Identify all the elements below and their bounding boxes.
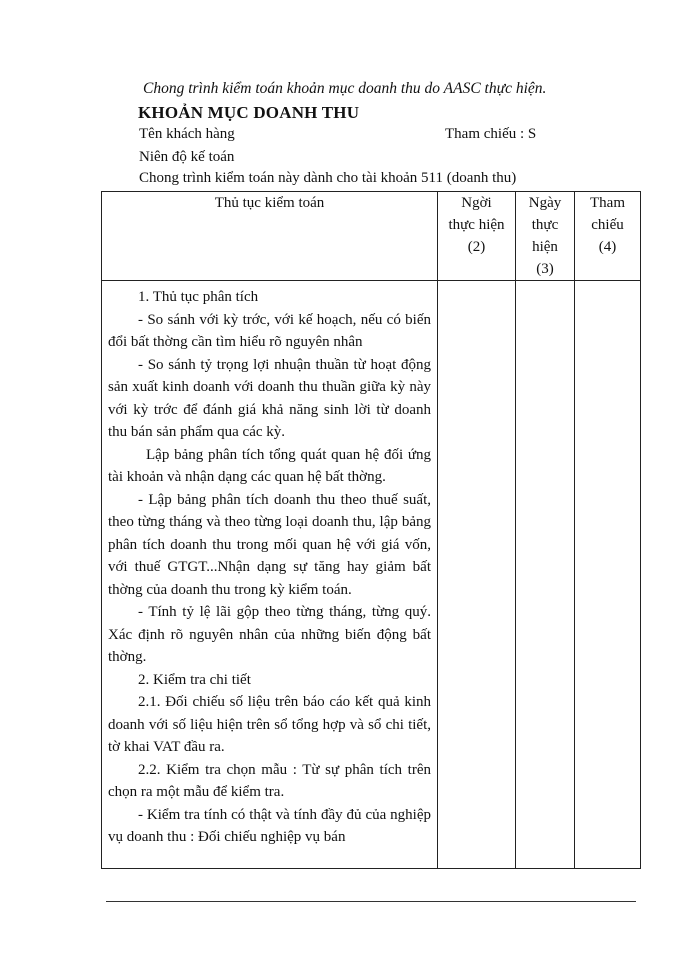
performer-cell [438, 281, 516, 869]
column-header-performer: Ngời thực hiện (2) [438, 192, 516, 281]
procedure-item: - Tính tỷ lệ lãi gộp theo từng tháng, từng quý. Xác định rõ nguyên nhân của những biến động bất thờng. [108, 604, 431, 665]
document-subtitle: Chong trình kiểm toán khoản mục doanh thu do AASC thực hiện. [143, 80, 547, 97]
reference-cell [575, 281, 641, 869]
column-header-procedure: Thủ tục kiểm toán [102, 192, 438, 281]
procedure-item: 2. Kiểm tra chi tiết [138, 671, 251, 688]
procedure-item: - So sánh tỷ trọng lợi nhuận thuần từ hoạt động sản xuất kinh doanh với doanh thu thuần giữa kỳ này với kỳ trớc để đánh giá khả năng sinh lời từ doanh thu bán sản phẩm qua các kỳ. [108, 356, 431, 440]
column-header-date: Ngày thực hiện (3) [516, 192, 575, 281]
audit-procedure-table [101, 191, 641, 869]
section-title: KHOẢN MỤC DOANH THU [138, 103, 360, 122]
procedure-item: 2.1. Đối chiếu số liệu trên báo cáo kết quả kinh doanh với số liệu hiện trên sổ tổng hợp và sổ chi tiết, tờ khai VAT đầu ra. [108, 694, 431, 755]
procedure-cell [102, 281, 438, 869]
table-body-row [102, 281, 641, 869]
footer-divider [106, 901, 636, 902]
table-header-row [102, 192, 641, 281]
procedure-item: 1. Thủ tục phân tích [138, 289, 259, 305]
procedure-item: - Kiểm tra tính có thật và tính đầy đủ của nghiệp vụ doanh thu : Đối chiếu nghiệp vụ bán [108, 806, 431, 845]
program-note: Chong trình kiểm toán này dành cho tài khoản 511 (doanh thu) [139, 170, 517, 186]
procedure-item: Lập bảng phân tích tổng quát quan hệ đối ứng tài khoản và nhận dạng các quan hệ bất thờng. [108, 446, 431, 485]
reference-label: Tham chiếu : S [445, 126, 537, 142]
procedure-item: 2.2. Kiểm tra chọn mẫu : Từ sự phân tích trên chọn ra một mẫu để kiểm tra. [108, 761, 431, 800]
procedure-item: - Lập bảng phân tích doanh thu theo thuế suất, theo từng tháng và theo từng loại doanh thu, lập bảng phân tích doanh thu trong mối quan hệ với giá vốn, với thuế GTGT...Nhận dạng sự tăng hay giảm bất thờng của doanh thu trong kỳ kiểm toán. [108, 491, 431, 598]
column-header-reference: Tham chiếu (4) [575, 192, 641, 281]
fiscal-period-label: Niên độ kế toán [139, 149, 235, 165]
client-name-label: Tên khách hàng [139, 126, 235, 142]
date-cell [516, 281, 575, 869]
procedure-item: - So sánh với kỳ trớc, với kế hoạch, nếu có biến đổi bất thờng cần tìm hiểu rõ nguyên nhân [108, 311, 431, 350]
